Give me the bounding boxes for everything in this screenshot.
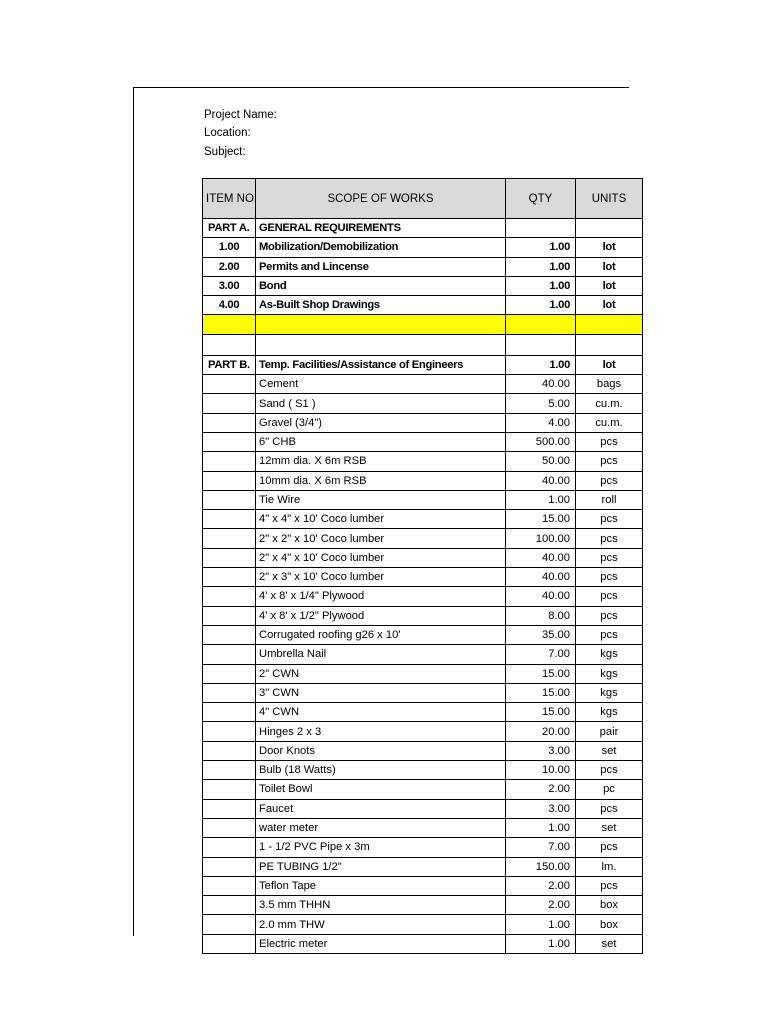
cell-scope: 3.5 mm THHN [256,896,506,915]
cell-qty: 15.00 [506,664,576,683]
cell-qty: 40.00 [506,471,576,490]
table-row [203,683,643,702]
cell-qty: 1.00 [506,818,576,837]
cell-item-no [203,394,256,413]
cell-units: pcs [576,761,643,780]
cell-units: lot [576,257,643,276]
cell-scope: Bulb (18 Watts) [256,761,506,780]
cell-item-no [203,838,256,857]
cell-scope: 4" x 4" x 10' Coco lumber [256,510,506,529]
cell-scope: Hinges 2 x 3 [256,722,506,741]
cell-units: kgs [576,645,643,664]
column-header-qty: QTY [506,179,576,219]
cell-qty: 100.00 [506,529,576,548]
cell-item-no [203,490,256,509]
cell-units: lot [576,355,643,374]
cell-item-no [203,799,256,818]
cell-qty: 2.00 [506,876,576,895]
table-row [203,529,643,548]
table-row [203,664,643,683]
cell-scope: Toilet Bowl [256,780,506,799]
table-row [203,722,643,741]
table-row [203,568,643,587]
cell-item-no [203,761,256,780]
cell-scope: GENERAL REQUIREMENTS [256,219,506,238]
cell-scope [256,315,506,334]
cell-qty: 8.00 [506,606,576,625]
cell-item-no [203,876,256,895]
cell-item-no [203,741,256,760]
cell-scope: 12mm dia. X 6m RSB [256,452,506,471]
cell-scope: Teflon Tape [256,876,506,895]
cell-units: pcs [576,838,643,857]
cell-scope: Permits and Lincense [256,257,506,276]
cell-units: lot [576,296,643,315]
sheet-top-border [133,87,629,88]
cell-scope: Faucet [256,799,506,818]
cell-scope: Temp. Facilities/Assistance of Engineers [256,355,506,374]
subject-label: Subject: [204,146,246,158]
cell-scope: Sand ( S1 ) [256,394,506,413]
table-row [203,315,643,334]
table-row [203,934,643,953]
cell-units: pcs [576,432,643,451]
cell-units [576,334,643,355]
cell-item-no [203,432,256,451]
cell-item-no [203,510,256,529]
table-row [203,857,643,876]
table-row [203,238,643,257]
cell-scope: 10mm dia. X 6m RSB [256,471,506,490]
cell-qty: 40.00 [506,375,576,394]
cell-qty: 40.00 [506,548,576,567]
table-row [203,394,643,413]
cell-scope: 2.0 mm THW [256,915,506,934]
cell-units: pcs [576,625,643,644]
cell-scope: 4' x 8' x 1/4" Plywood [256,587,506,606]
cell-units: pcs [576,529,643,548]
cell-qty: 3.00 [506,799,576,818]
table-body [203,219,643,954]
table-row [203,799,643,818]
cell-item-no [203,471,256,490]
cell-item-no [203,703,256,722]
cell-qty: 10.00 [506,761,576,780]
table-row [203,452,643,471]
cell-scope: Cement [256,375,506,394]
sheet-left-border [133,87,134,936]
table-row [203,761,643,780]
cell-item-no [203,315,256,334]
cell-qty: 1.00 [506,276,576,295]
table-row [203,296,643,315]
cell-units: roll [576,490,643,509]
table-row [203,896,643,915]
cell-units: set [576,934,643,953]
cell-units: pcs [576,606,643,625]
cell-item-no: PART A. [203,219,256,238]
cell-qty [506,334,576,355]
cell-units: bags [576,375,643,394]
cell-scope: Gravel (3/4") [256,413,506,432]
table-row [203,355,643,374]
cell-qty: 15.00 [506,683,576,702]
cell-units: pcs [576,799,643,818]
table-row [203,510,643,529]
cell-item-no [203,780,256,799]
table-row [203,587,643,606]
location-label: Location: [204,127,251,139]
cell-scope: 2" x 4" x 10' Coco lumber [256,548,506,567]
cell-units: pcs [576,510,643,529]
cell-scope: Electric meter [256,934,506,953]
cell-item-no [203,934,256,953]
cell-item-no: 3.00 [203,276,256,295]
cell-units: cu.m. [576,394,643,413]
cell-item-no [203,587,256,606]
cell-qty: 2.00 [506,780,576,799]
cell-item-no: 4.00 [203,296,256,315]
cell-units: pcs [576,471,643,490]
cell-qty: 1.00 [506,490,576,509]
cell-scope: Mobilization/Demobilization [256,238,506,257]
cell-item-no: 2.00 [203,257,256,276]
cell-units: lot [576,276,643,295]
cell-scope: 2" CWN [256,664,506,683]
table-row [203,548,643,567]
cell-scope: 3" CWN [256,683,506,702]
cell-qty: 1.00 [506,238,576,257]
cell-qty: 35.00 [506,625,576,644]
table-row [203,625,643,644]
cell-units: kgs [576,683,643,702]
cell-item-no [203,722,256,741]
cell-qty: 15.00 [506,703,576,722]
table-row [203,413,643,432]
cell-scope: Bond [256,276,506,295]
table-row [203,219,643,238]
cell-item-no [203,896,256,915]
cell-qty: 2.00 [506,896,576,915]
cell-units: box [576,896,643,915]
cell-units: cu.m. [576,413,643,432]
project-name-label: Project Name: [204,109,277,121]
cell-qty: 40.00 [506,568,576,587]
cell-units: set [576,818,643,837]
cell-item-no [203,334,256,355]
cell-item-no [203,529,256,548]
table-row [203,432,643,451]
cell-qty: 15.00 [506,510,576,529]
table-row [203,490,643,509]
cell-units: lm. [576,857,643,876]
table-row [203,876,643,895]
cell-units: pcs [576,568,643,587]
cell-units [576,219,643,238]
cell-scope: Corrugated roofing g26 x 10' [256,625,506,644]
table-row [203,818,643,837]
cell-scope: Tie Wire [256,490,506,509]
cell-qty: 7.00 [506,645,576,664]
cell-qty: 1.00 [506,355,576,374]
cell-qty [506,315,576,334]
table-row [203,703,643,722]
cell-qty: 7.00 [506,838,576,857]
table-row [203,606,643,625]
cell-item-no [203,452,256,471]
table-row [203,915,643,934]
cell-scope: Door Knots [256,741,506,760]
cell-scope: 2" x 2" x 10' Coco lumber [256,529,506,548]
cell-qty: 1.00 [506,257,576,276]
cell-scope: 4" CWN [256,703,506,722]
table-row [203,276,643,295]
cell-scope: 2" x 3" x 10' Coco lumber [256,568,506,587]
column-header-units: UNITS [576,179,643,219]
table-row [203,838,643,857]
cell-item-no [203,375,256,394]
cell-qty: 1.00 [506,296,576,315]
cell-item-no [203,548,256,567]
cell-scope: 4' x 8' x 1/2" Plywood [256,606,506,625]
cell-units [576,315,643,334]
cell-scope: 6" CHB [256,432,506,451]
cell-item-no [203,683,256,702]
cell-units: box [576,915,643,934]
cell-qty: 5.00 [506,394,576,413]
column-header-scope: SCOPE OF WORKS [256,179,506,219]
cell-units: pair [576,722,643,741]
cell-scope: PE TUBING 1/2" [256,857,506,876]
scope-of-works-table-container [202,178,629,950]
cell-units: pcs [576,548,643,567]
cell-item-no: 1.00 [203,238,256,257]
cell-units: set [576,741,643,760]
cell-qty: 500.00 [506,432,576,451]
cell-scope: water meter [256,818,506,837]
cell-scope: 1 - 1/2 PVC Pipe x 3m [256,838,506,857]
table-row [203,741,643,760]
table-row [203,257,643,276]
cell-units: lot [576,238,643,257]
cell-scope [256,334,506,355]
cell-qty [506,219,576,238]
cell-item-no [203,568,256,587]
table-row [203,375,643,394]
cell-scope: As-Built Shop Drawings [256,296,506,315]
cell-item-no: PART B. [203,355,256,374]
cell-item-no [203,625,256,644]
cell-qty: 4.00 [506,413,576,432]
cell-qty: 3.00 [506,741,576,760]
cell-qty: 150.00 [506,857,576,876]
cell-qty: 20.00 [506,722,576,741]
cell-units: pcs [576,452,643,471]
table-row [203,780,643,799]
cell-units: pcs [576,587,643,606]
cell-item-no [203,645,256,664]
cell-qty: 1.00 [506,934,576,953]
cell-units: kgs [576,703,643,722]
cell-item-no [203,606,256,625]
cell-item-no [203,818,256,837]
cell-item-no [203,664,256,683]
column-header-item-no: ITEM NO. [203,179,256,219]
cell-qty: 50.00 [506,452,576,471]
cell-scope: Umbrella Nail [256,645,506,664]
cell-item-no [203,413,256,432]
cell-units: pcs [576,876,643,895]
table-row [203,471,643,490]
scope-of-works-table [202,178,643,954]
cell-qty: 40.00 [506,587,576,606]
cell-units: pc [576,780,643,799]
cell-qty: 1.00 [506,915,576,934]
cell-item-no [203,857,256,876]
table-header-row [203,179,643,219]
cell-units: kgs [576,664,643,683]
table-row [203,334,643,355]
cell-item-no [203,915,256,934]
table-row [203,645,643,664]
